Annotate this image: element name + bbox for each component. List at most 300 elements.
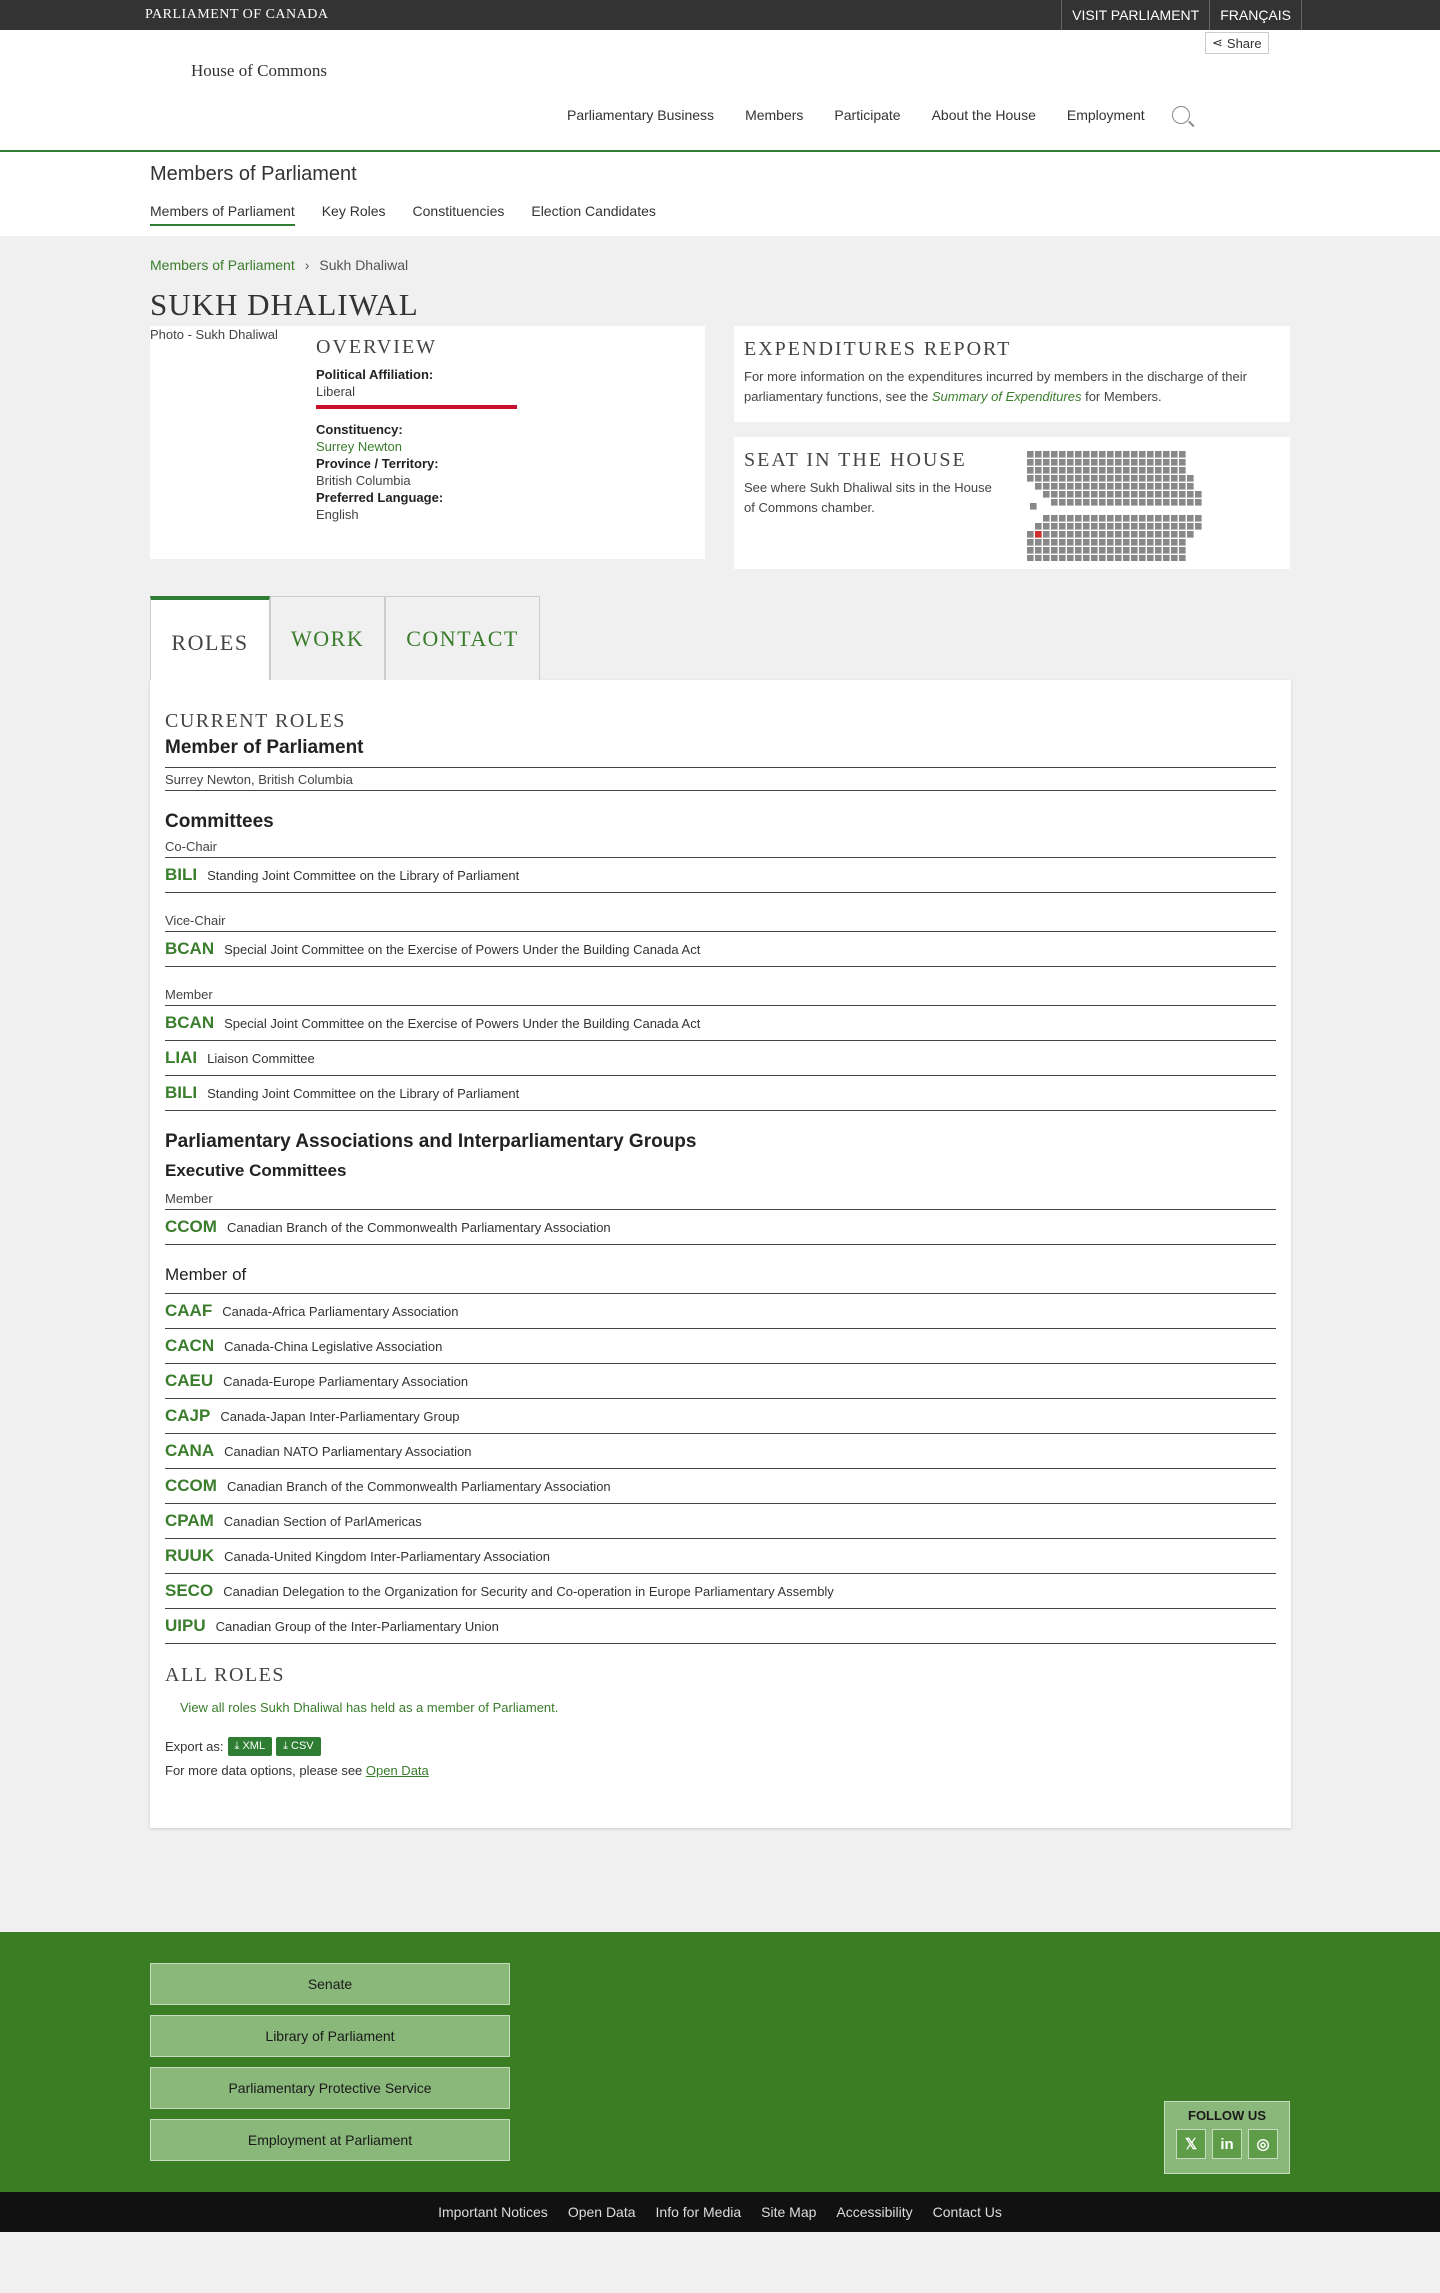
seat [1123,475,1130,482]
seat [1083,467,1090,474]
seat [1123,499,1130,506]
seat [1051,451,1058,458]
seat [1163,475,1170,482]
view-all-roles-link[interactable]: View all roles Sukh Dhaliwal has held as a member of Parliament. [180,1700,559,1715]
footer-open-data[interactable]: Open Data [567,2204,636,2220]
seat [1139,515,1146,522]
committee-name: Canadian Branch of the Commonwealth Parliamentary Association [226,1219,611,1235]
seat [1163,483,1170,490]
seat-text: See where Sukh Dhaliwal sits in the House of Commons chamber. [744,480,992,515]
seat [1083,491,1090,498]
committee-acronym-link[interactable]: RUUK [165,1546,215,1565]
footer-contact-us[interactable]: Contact Us [932,2204,1002,2220]
seat [1051,467,1058,474]
seat [1115,499,1122,506]
seat [1043,523,1050,530]
seat [1059,475,1066,482]
seat [1171,547,1178,554]
seat [1107,483,1114,490]
committee-acronym-link[interactable]: CCOM [165,1217,217,1236]
seat [1139,451,1146,458]
committee-name: Liaison Committee [207,1050,315,1066]
committee-acronym-link[interactable]: CAJP [165,1406,211,1425]
committee-name: Standing Joint Committee on the Library of Parliament [207,867,520,883]
follow-us-label: FOLLOW US [1188,2108,1266,2123]
seat [1155,491,1162,498]
seat [1123,483,1130,490]
seat [1171,531,1178,538]
seat [1091,547,1098,554]
committee-name: Special Joint Committee on the Exercise of Powers Under the Building Canada Act [224,1015,701,1031]
seat [1051,515,1058,522]
footer-link-protective-service[interactable]: Parliamentary Protective Service [150,2067,510,2109]
seat [1115,531,1122,538]
seat [1115,491,1122,498]
overview-title: OVERVIEW [316,336,438,358]
seat [1035,467,1042,474]
seat [1107,515,1114,522]
seat [1083,499,1090,506]
footer-link-senate[interactable]: Senate [150,1963,510,2005]
seat [1075,459,1082,466]
committee-name: Canada-China Legislative Association [224,1338,443,1354]
seat [1139,475,1146,482]
committee-row [165,1539,1276,1574]
committee-row [165,858,1276,893]
export-csv-button[interactable]: ⤓ CSV [276,1737,321,1756]
committee-name: Canada-United Kingdom Inter-Parliamentary Association [224,1548,550,1564]
seat [1155,555,1162,561]
seat [1067,539,1074,546]
seat [1043,491,1050,498]
footer-site-map[interactable]: Site Map [761,2204,817,2220]
seat [1059,555,1066,561]
seat [1043,539,1050,546]
constituency-link[interactable]: Surrey Newton [316,439,402,454]
seat [1195,499,1202,506]
seat [1139,539,1146,546]
seat [1067,555,1074,561]
seat [1131,547,1138,554]
committee-acronym-link[interactable]: BILI [165,1083,198,1102]
seat [1155,523,1162,530]
committee-acronym-link[interactable]: BCAN [165,1013,215,1032]
seat [1187,523,1194,530]
seat [1139,467,1146,474]
seat [1163,531,1170,538]
executive-list [165,1210,1276,1245]
house-logo[interactable] [178,58,340,83]
seat [1099,451,1106,458]
seat [1051,547,1058,554]
committee-acronym-link[interactable]: BILI [165,865,198,884]
seat [1131,467,1138,474]
cochair-list [165,858,1276,893]
seat [1075,539,1082,546]
seat [1067,499,1074,506]
seat [1187,515,1194,522]
breadcrumb [150,236,1290,273]
seat [1091,483,1098,490]
seat [1147,515,1154,522]
seat [1075,491,1082,498]
share-button[interactable] [1205,32,1269,54]
seat [1115,547,1122,554]
x-icon[interactable]: 𝕏 [1176,2129,1206,2159]
footer-info-for-media[interactable]: Info for Media [655,2204,742,2220]
download-icon: ⤓ [283,1740,291,1752]
footer-bottom-bar [0,2192,1440,2232]
seat [1131,475,1138,482]
member-seat [1035,531,1042,538]
seat [1139,547,1146,554]
seat [1067,547,1074,554]
seat [1091,523,1098,530]
summary-of-expenditures-link[interactable]: Summary of Expenditures [931,389,1082,404]
instagram-icon[interactable]: ◎ [1248,2129,1278,2159]
tab-contact[interactable]: CONTACT [385,596,540,680]
share-label: Share [1226,35,1262,51]
committee-acronym-link[interactable]: CCOM [165,1476,217,1495]
expenditures-title: EXPENDITURES REPORT [744,338,1012,360]
nav-participate[interactable]: Participate [834,107,901,123]
footer-link-library[interactable]: Library of Parliament [150,2015,510,2057]
seat [1059,531,1066,538]
export-xml-button[interactable]: ⤓ XML [228,1737,273,1756]
member-photo: Photo - Sukh Dhaliwal [150,327,278,342]
seat [1059,459,1066,466]
seating-chart[interactable] [1027,451,1267,561]
seat [1147,467,1154,474]
visit-parliament-link[interactable]: VISIT PARLIAMENT [1061,0,1209,30]
seat [1075,523,1082,530]
seat [1163,547,1170,554]
seat [1131,491,1138,498]
seat [1195,523,1202,530]
seat [1115,515,1122,522]
seat [1083,539,1090,546]
seat [1155,531,1162,538]
site-header [0,30,1440,152]
seat [1115,539,1122,546]
mp-riding: Surrey Newton, British Columbia [165,767,1276,791]
seat [1051,531,1058,538]
seat [1155,451,1162,458]
tab-key-roles[interactable]: Key Roles [321,203,386,219]
seat [1123,451,1130,458]
seat [1107,523,1114,530]
seat [1107,499,1114,506]
seat [1131,555,1138,561]
mp-role-title: Member of Parliament [165,737,364,758]
seat [1051,499,1058,506]
expenditures-card [734,326,1290,422]
overview-card [150,326,705,559]
seat [1030,503,1037,510]
site-footer [0,1932,1440,2192]
committee-name: Canadian Group of the Inter-Parliamentary Union [215,1618,499,1634]
committee-row [165,1399,1276,1434]
committee-acronym-link[interactable]: UIPU [165,1616,206,1635]
seat [1027,467,1034,474]
seat [1171,515,1178,522]
seat [1139,531,1146,538]
seat [1075,515,1082,522]
top-bar [0,0,1440,30]
section-title: Members of Parliament [150,163,357,185]
seat [1195,515,1202,522]
seat [1091,475,1098,482]
seat [1035,483,1042,490]
committee-row [165,1210,1276,1245]
seat [1067,523,1074,530]
member-of-title: Member of [165,1265,1276,1294]
tab-members-of-parliament[interactable]: Members of Parliament [150,203,295,226]
seat [1059,483,1066,490]
seat [1099,555,1106,561]
seat [1163,499,1170,506]
seat [1123,555,1130,561]
seat [1171,491,1178,498]
seat [1067,451,1074,458]
member-of-list [165,1294,1276,1644]
open-data-link[interactable]: Open Data [365,1763,429,1778]
seat [1179,491,1186,498]
footer-important-notices[interactable]: Important Notices [438,2204,548,2220]
seat [1171,539,1178,546]
footer-link-employment[interactable]: Employment at Parliament [150,2119,510,2161]
committee-row [165,1609,1276,1644]
committee-row [165,1504,1276,1539]
tab-constituencies[interactable]: Constituencies [412,203,505,219]
seat [1187,531,1194,538]
seat [1131,483,1138,490]
seat [1107,451,1114,458]
seat [1099,467,1106,474]
seat [1091,459,1098,466]
nav-parliamentary-business[interactable]: Parliamentary Business [567,107,715,123]
committee-acronym-link[interactable]: CACN [165,1336,215,1355]
seat [1179,523,1186,530]
seat [1059,491,1066,498]
nav-about-the-house[interactable]: About the House [931,107,1036,123]
exec-member-label: Member [165,1191,1276,1210]
follow-us-box [1164,2101,1290,2174]
committee-row [165,1469,1276,1504]
logo-alt-text: House of Commons [191,61,327,80]
seat [1155,483,1162,490]
committee-name: Canadian Branch of the Commonwealth Parliamentary Association [226,1478,611,1494]
seat [1171,459,1178,466]
seat [1035,523,1042,530]
seat-card [734,437,1290,569]
seat [1043,531,1050,538]
seat [1059,467,1066,474]
committee-row [165,1574,1276,1609]
seat [1043,555,1050,561]
nav-members[interactable]: Members [745,107,804,123]
seat [1179,475,1186,482]
seat [1179,547,1186,554]
seat [1171,451,1178,458]
seat [1075,467,1082,474]
seat [1155,515,1162,522]
committee-acronym-link[interactable]: CAEU [165,1371,214,1390]
nav-employment[interactable]: Employment [1066,107,1145,123]
seat [1027,531,1034,538]
seat [1099,499,1106,506]
seat [1051,483,1058,490]
seat [1059,547,1066,554]
seat [1139,555,1146,561]
seat [1147,523,1154,530]
seat [1051,475,1058,482]
section-header [0,152,1440,236]
seat [1099,483,1106,490]
seat [1139,523,1146,530]
committee-row [165,1364,1276,1399]
committee-acronym-link[interactable]: BCAN [165,939,215,958]
seat [1083,475,1090,482]
seat [1075,475,1082,482]
committee-row [165,1076,1276,1111]
chevron-right-icon: › [304,257,310,273]
seat [1035,475,1042,482]
seat [1043,547,1050,554]
page-title: SUKH DHALIWAL [150,287,419,322]
seat [1043,515,1050,522]
seat [1179,539,1186,546]
language-value: English [316,507,359,522]
seat [1171,555,1178,561]
seat [1067,459,1074,466]
seat [1131,451,1138,458]
seat [1147,483,1154,490]
seat [1163,555,1170,561]
seat [1027,547,1034,554]
seat [1155,475,1162,482]
seat [1147,499,1154,506]
committee-acronym-link[interactable]: CPAM [165,1511,214,1530]
committee-acronym-link[interactable]: CANA [165,1441,215,1460]
seat [1123,491,1130,498]
seat [1123,515,1130,522]
seat [1155,547,1162,554]
seat [1187,483,1194,490]
seat [1155,459,1162,466]
seat [1115,451,1122,458]
seat [1171,467,1178,474]
seat [1075,531,1082,538]
search-icon[interactable] [1172,106,1190,124]
seat [1107,467,1114,474]
brand-label: PARLIAMENT OF CANADA [145,7,329,22]
seat [1115,475,1122,482]
seat [1187,499,1194,506]
vicechair-label: Vice-Chair [165,913,1276,932]
affiliation-value: Liberal [316,384,356,399]
seat [1099,491,1106,498]
seat [1147,539,1154,546]
committees-title: Committees [165,811,274,832]
seat [1147,459,1154,466]
tab-roles[interactable]: ROLES [150,596,270,680]
tab-election-candidates[interactable]: Election Candidates [531,203,656,219]
seat [1027,475,1034,482]
seat [1179,483,1186,490]
affiliation-label: Political Affiliation: [316,367,434,382]
seat [1147,475,1154,482]
seat [1155,499,1162,506]
executive-committees-title: Executive Committees [165,1161,347,1180]
seat [1107,547,1114,554]
committee-acronym-link[interactable]: CAAF [165,1301,213,1320]
linkedin-icon[interactable]: in [1212,2129,1242,2159]
cochair-label: Co-Chair [165,839,1276,858]
seat [1091,451,1098,458]
seat [1067,491,1074,498]
language-toggle[interactable]: FRANÇAIS [1209,0,1302,30]
seat [1131,539,1138,546]
seat [1075,555,1082,561]
seat [1187,491,1194,498]
seat [1163,539,1170,546]
seat [1107,475,1114,482]
seat [1147,491,1154,498]
committee-name: Standing Joint Committee on the Library of Parliament [207,1085,520,1101]
seat [1155,539,1162,546]
seat [1027,451,1034,458]
seat [1091,539,1098,546]
seat [1131,459,1138,466]
seat [1091,515,1098,522]
seat [1035,547,1042,554]
expenditures-text: For more information on the expenditures incurred by members in the discharge of their parliamentary functions, see the Summary of Expenditures for Members. [744,369,1247,404]
seat [1171,475,1178,482]
seat [1163,467,1170,474]
seat [1027,555,1034,561]
breadcrumb-parent[interactable]: Members of Parliament [150,257,295,273]
seat [1091,499,1098,506]
committee-acronym-link[interactable]: LIAI [165,1048,198,1067]
seat [1195,491,1202,498]
seat [1163,523,1170,530]
seat [1099,523,1106,530]
seat [1179,515,1186,522]
committee-row [165,932,1276,967]
footer-accessibility[interactable]: Accessibility [836,2204,913,2220]
seat [1091,491,1098,498]
constituency-label: Constituency: [316,422,403,437]
seat [1147,531,1154,538]
share-icon: ⋖ [1212,35,1223,50]
tab-work[interactable]: WORK [270,596,385,680]
seat [1139,459,1146,466]
language-label: Preferred Language: [316,490,444,505]
committee-name: Canada-Africa Parliamentary Association [222,1303,459,1319]
seat [1059,523,1066,530]
seat [1123,523,1130,530]
seat [1131,531,1138,538]
seat [1043,467,1050,474]
seat [1059,515,1066,522]
seat [1131,499,1138,506]
seat [1131,523,1138,530]
party-color-bar [316,405,517,409]
seat [1067,515,1074,522]
seat [1179,467,1186,474]
committee-acronym-link[interactable]: SECO [165,1581,214,1600]
